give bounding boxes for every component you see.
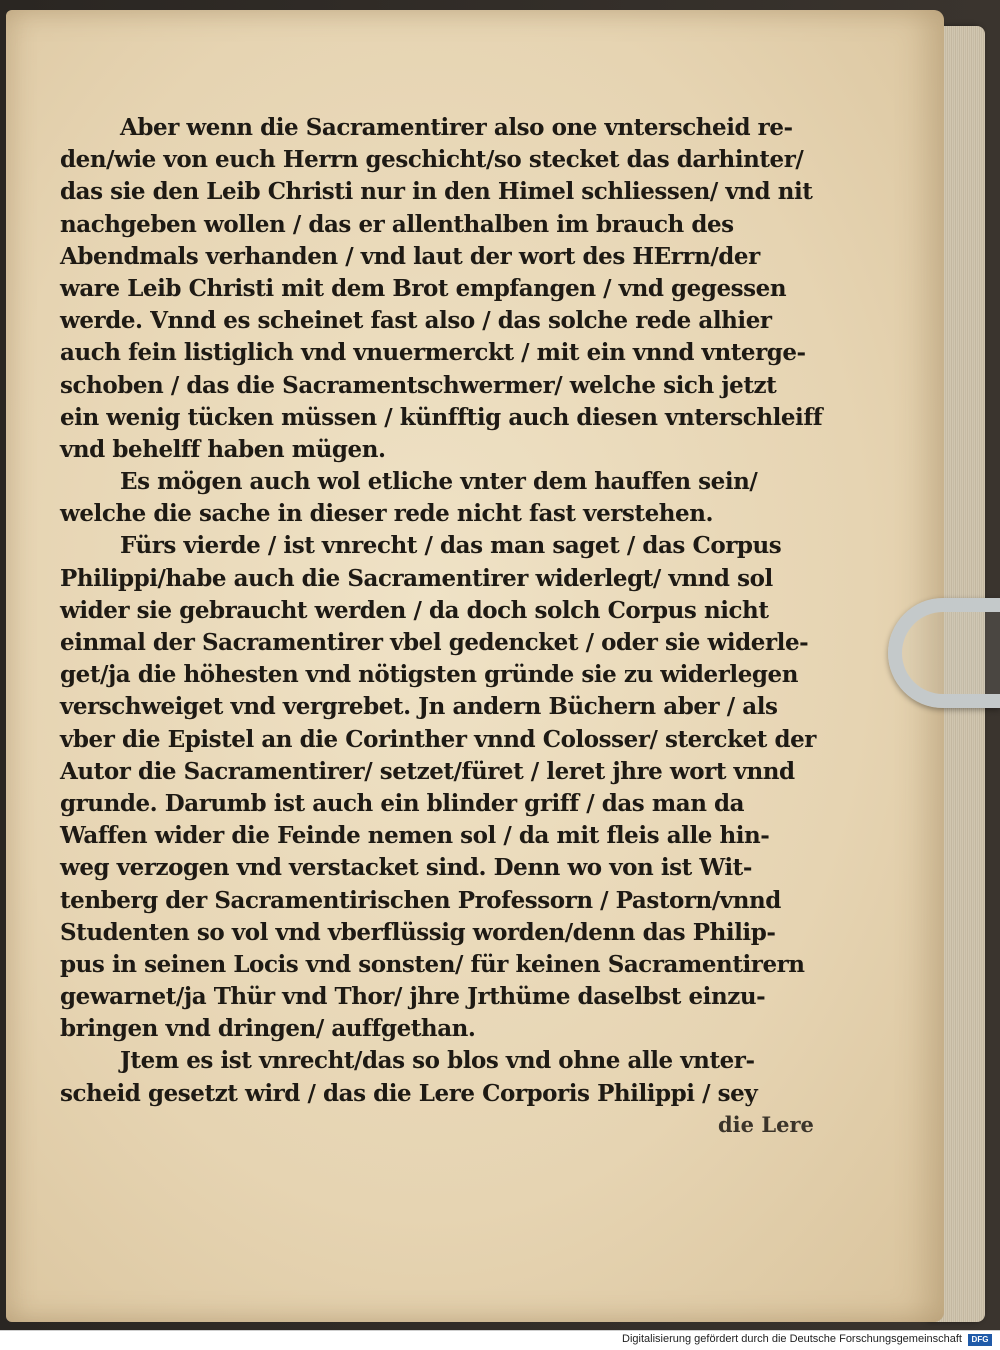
text-line: vnd behelff haben mügen.: [60, 435, 386, 463]
text-line: Studenten so vol vnd vberflüssig worden/denn das Philip-: [60, 918, 776, 946]
text-line: bringen vnd dringen/ auffgethan.: [60, 1015, 476, 1043]
dfg-logo: DFG: [968, 1334, 992, 1346]
text-line: auch fein listiglich vnd vnuermerckt / mit ein vnnd vnterge-: [60, 339, 806, 367]
text-line: grunde. Darumb ist auch ein blinder griff / das man da: [60, 789, 745, 817]
text-line: gewarnet/ja Thür vnd Thor/ jhre Jrthüme daselbst einzu-: [60, 983, 766, 1011]
text-line: Fürs vierde / ist vnrecht / das man saget / das Corpus: [120, 532, 782, 560]
text-line: Aber wenn die Sacramentirer also one vnterscheid re-: [120, 114, 793, 141]
text-line: vber die Epistel an die Corinther vnnd Colosser/ stercket der: [60, 725, 816, 753]
page-clip: [888, 598, 1000, 708]
catchword: die Lere: [718, 1112, 814, 1137]
text-line: werde. Vnnd es scheinet fast also / das solche rede alhier: [60, 307, 772, 335]
text-line: nachgeben wollen / das er allenthalben im brauch des: [60, 210, 734, 238]
text-line: Abendmals verhanden / vnd laut der wort des HErrn/der: [60, 242, 760, 270]
text-line: das sie den Leib Christi nur in den Himel schliessen/ vnd nit: [60, 178, 813, 206]
text-line: weg verzogen vnd verstacket sind. Denn wo von ist Wit-: [60, 854, 752, 882]
page-text: [60, 112, 832, 1110]
text-line: get/ja die höhesten vnd nötigsten gründe sie zu widerlegen: [60, 661, 798, 689]
footer-bar: [0, 1330, 1000, 1350]
text-line: welche die sache in dieser rede nicht fast verstehen.: [60, 500, 714, 528]
text-line: Jtem es ist vnrecht/das so blos vnd ohne alle vnter-: [120, 1047, 755, 1075]
text-line: verschweiget vnd vergrebet. Jn andern Büchern aber / als: [60, 693, 778, 721]
text-line: ware Leib Christi mit dem Brot empfangen / vnd gegessen: [60, 274, 787, 302]
text-line: den/wie von euch Herrn geschicht/so stecket das darhinter/: [60, 146, 804, 174]
text-line: Waffen wider die Feinde nemen sol / da mit fleis alle hin-: [60, 822, 770, 850]
text-line: ein wenig tücken müssen / künfftig auch diesen vnterschleiff: [60, 403, 823, 431]
text-line: wider sie gebraucht werden / da doch solch Corpus nicht: [60, 596, 769, 624]
text-line: schoben / das die Sacramentschwermer/ welche sich jetzt: [60, 371, 777, 399]
text-line: einmal der Sacramentirer vbel gedencket / oder sie widerle-: [60, 629, 809, 656]
text-line: tenberg der Sacramentirischen Professorn / Pastorn/vnnd: [60, 886, 781, 914]
text-line: Es mögen auch wol etliche vnter dem hauffen sein/: [120, 468, 758, 496]
funding-credit: Digitalisierung gefördert durch die Deutsche Forschungsgemeinschaft: [622, 1333, 962, 1345]
text-line: Philippi/habe auch die Sacramentirer widerlegt/ vnnd sol: [60, 564, 773, 592]
text-line: Autor die Sacramentirer/ setzet/füret / leret jhre wort vnnd: [60, 757, 795, 785]
text-line: scheid gesetzt wird / das die Lere Corporis Philippi / sey: [60, 1079, 758, 1107]
text-line: pus in seinen Locis vnd sonsten/ für keinen Sacramentirern: [60, 950, 805, 978]
